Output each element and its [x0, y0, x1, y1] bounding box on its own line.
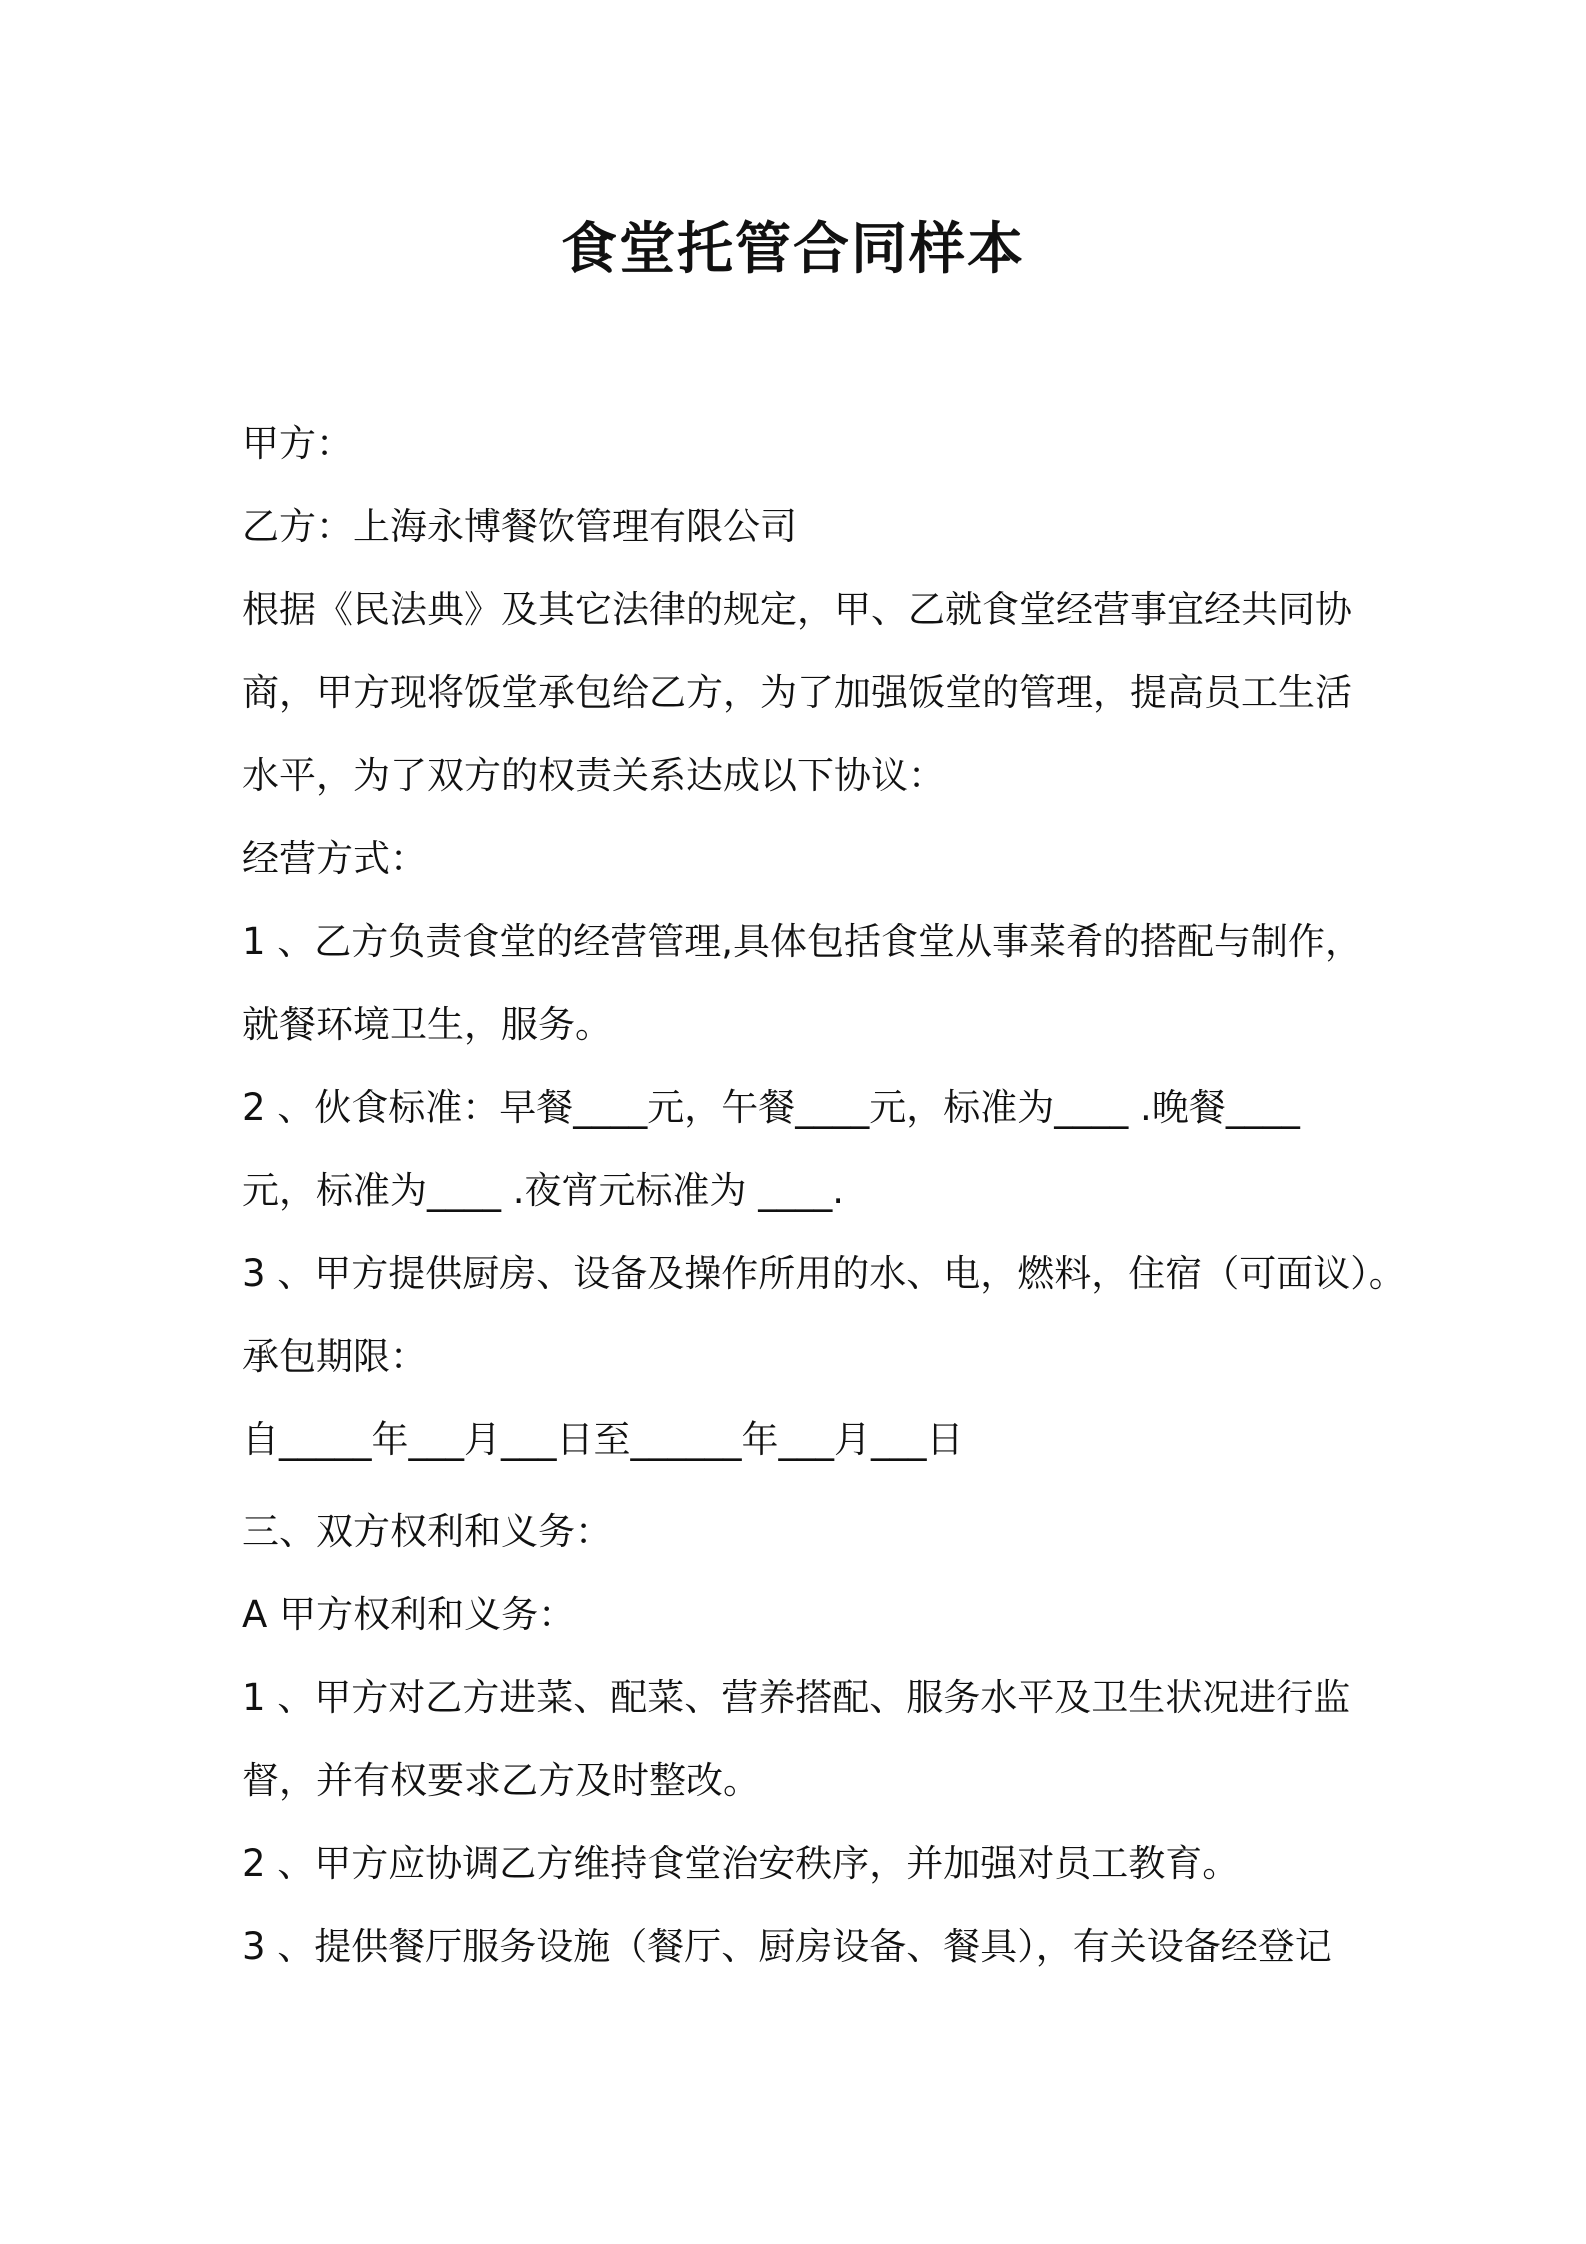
clause-line: 1 、乙方负责食堂的经营管理,具体包括食堂从事菜肴的搭配与制作，: [242, 920, 1363, 963]
document-body: [242, 402, 1406, 1988]
paragraph-line: 商，甲方现将饭堂承包给乙方，为了加强饭堂的管理，提高员工生活: [242, 671, 1352, 714]
clause-line: 3 、提供餐厅服务设施（餐厅、厨房设备、餐具），有关设备经登记: [242, 1925, 1332, 1968]
section-heading: 经营方式：: [242, 837, 427, 880]
subsection-heading: A 甲方权利和义务：: [242, 1593, 576, 1636]
clause-line: 2 、甲方应协调乙方维持食堂治安秩序，并加强对员工教育。: [242, 1842, 1240, 1885]
section-heading: 承包期限：: [242, 1335, 427, 1378]
section-heading: 三、双方权利和义务：: [242, 1510, 612, 1553]
clause-line: 1 、甲方对乙方进菜、配菜、营养搭配、服务水平及卫生状况进行监: [242, 1676, 1351, 1719]
document-title: 食堂托管合同样本: [561, 217, 1025, 282]
paragraph-line: 水平，为了双方的权责关系达成以下协议：: [242, 754, 945, 797]
term-date-line: 自_____年___月___日至______年___月___日: [242, 1418, 964, 1461]
clause-line: 3 、甲方提供厨房、设备及操作所用的水、电，燃料，住宿（可面议）。: [242, 1252, 1406, 1295]
clause-line: 元，标准为____ .夜宵元标准为 ____.: [242, 1169, 845, 1212]
paragraph-line: 根据《民法典》及其它法律的规定，甲、乙就食堂经营事宜经共同协: [242, 588, 1352, 631]
clause-line: 就餐环境卫生，服务。: [242, 1003, 612, 1046]
clause-line: 督，并有权要求乙方及时整改。: [242, 1759, 760, 1802]
clause-line: 2 、伙食标准：早餐____元，午餐____元，标准为____ .晚餐____: [242, 1086, 1300, 1129]
party-a-line: 甲方：: [242, 422, 353, 465]
party-b-line: 乙方：上海永博餐饮管理有限公司: [242, 505, 797, 548]
